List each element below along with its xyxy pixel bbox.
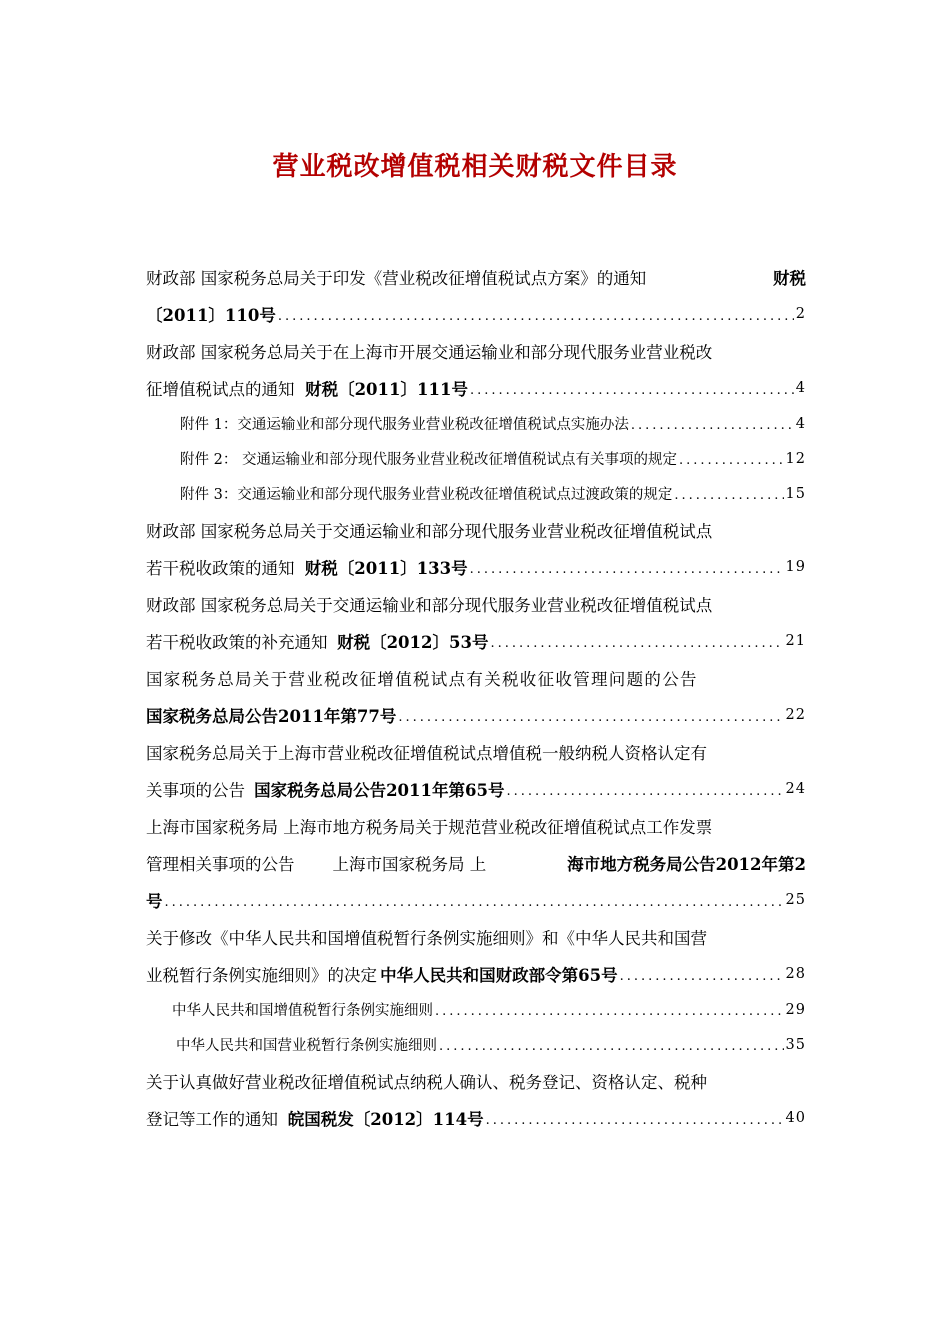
toc-leader: [490, 637, 783, 659]
toc-page-number: 40: [785, 1109, 806, 1126]
toc-leader: [165, 896, 784, 918]
toc-entry-link[interactable]: [146, 696, 806, 733]
toc-leader: [439, 1040, 784, 1062]
toc-entry-title: 上海市国家税务局 上: [332, 854, 487, 874]
toc-leader: [470, 384, 794, 406]
toc-page-number: 28: [785, 965, 806, 982]
toc-leader: [679, 454, 784, 476]
toc-entry-title: 业税暂行条例实施细则》的决定: [146, 965, 377, 985]
toc-doc-number: 中华人民共和国财政部令第65号: [380, 965, 618, 985]
toc-line: [146, 332, 806, 369]
toc-entry-title: 登记等工作的通知: [146, 1109, 278, 1129]
toc-entry-link[interactable]: [146, 441, 806, 476]
toc-entry-link[interactable]: [146, 622, 806, 659]
toc-entry-link[interactable]: [146, 295, 806, 332]
toc-line: [146, 807, 806, 844]
toc-entry-title: 财政部 国家税务总局关于在上海市开展交通运输业和部分现代服务业营业税改: [146, 342, 713, 362]
toc-page-number: 21: [785, 632, 806, 649]
toc-line: [146, 585, 806, 622]
toc-page-number: 4: [795, 415, 806, 432]
toc-entry-title: 关事项的公告: [146, 780, 245, 800]
toc-page-number: 19: [785, 558, 806, 575]
toc-line: [146, 659, 806, 696]
toc-line: [146, 918, 806, 955]
toc-page-number: 35: [785, 1036, 806, 1053]
toc-entry-link[interactable]: [146, 548, 806, 585]
toc-entry-link[interactable]: [146, 1099, 806, 1136]
toc-entry-title: 财政部 国家税务总局关于印发《营业税改征增值税试点方案》的通知: [146, 268, 647, 288]
toc-attachment-title: 中华人民共和国增值税暂行条例实施细则: [172, 1003, 433, 1019]
toc-doc-number: 财税〔2012〕53号: [337, 632, 489, 652]
toc-doc-number: 号: [146, 891, 163, 911]
toc-entry-title: 关于修改《中华人民共和国增值税暂行条例实施细则》和《中华人民共和国营: [146, 928, 707, 948]
toc-leader: [620, 970, 784, 992]
toc-entry-title: 管理相关事项的公告: [146, 854, 295, 874]
toc-page-number: 25: [785, 891, 806, 908]
toc-entry-link[interactable]: [146, 881, 806, 918]
toc-page-number: 12: [785, 450, 806, 467]
toc-line: [146, 733, 806, 770]
toc-entry-link[interactable]: [146, 770, 806, 807]
toc-line: [146, 258, 806, 295]
toc-doc-number: 财税〔2011〕133号: [304, 558, 468, 578]
toc-leader: [486, 1114, 784, 1136]
toc-entry-title: 关于认真做好营业税改征增值税试点纳税人确认、税务登记、资格认定、税种: [146, 1072, 707, 1092]
toc-leader: [398, 711, 783, 733]
toc-entry-title: 国家税务总局关于上海市营业税改征增值税试点增值税一般纳税人资格认定有: [146, 743, 707, 763]
toc-doc-number: 皖国税发〔2012〕114号: [287, 1109, 484, 1129]
toc-entry-title: 财政部 国家税务总局关于交通运输业和部分现代服务业营业税改征增值税试点: [146, 521, 713, 541]
toc-entry-title: 国家税务总局关于营业税改征增值税试点有关税收征收管理问题的公告: [146, 669, 698, 689]
toc-doc-number: 财税〔2011〕111号: [305, 379, 468, 399]
toc-page-number: 2: [795, 305, 806, 322]
toc-leader: [506, 785, 783, 807]
toc-attachment-title: 附件 3：交通运输业和部分现代服务业营业税改征增值税试点过渡政策的规定: [180, 487, 673, 503]
toc-attachment-title: 中华人民共和国营业税暂行条例实施细则: [176, 1038, 437, 1054]
toc-entry-link[interactable]: [146, 1027, 806, 1062]
toc-entry-title: 征增值税试点的通知: [146, 379, 295, 399]
toc-entry-title: 财政部 国家税务总局关于交通运输业和部分现代服务业营业税改征增值税试点: [146, 595, 713, 615]
toc-page-number: 15: [785, 485, 806, 502]
toc-leader: [435, 1005, 784, 1027]
toc-leader: [470, 563, 784, 585]
toc-doc-number: 国家税务总局公告2011年第77号: [146, 706, 397, 726]
toc-doc-number: 〔2011〕110号: [146, 305, 276, 325]
toc-entry-link[interactable]: [146, 406, 806, 441]
toc-page-number: 4: [795, 379, 806, 396]
toc-line: [146, 1062, 806, 1099]
toc-entry-link[interactable]: [146, 955, 806, 992]
document-title: 营业税改增值税相关财税文件目录: [272, 152, 678, 182]
toc-entry-link[interactable]: [146, 476, 806, 511]
toc-line: [146, 844, 806, 881]
toc-entry-title: 若干税收政策的通知: [146, 558, 295, 578]
toc-entry-link[interactable]: [146, 992, 806, 1027]
toc-page-number: 22: [785, 706, 806, 723]
table-of-contents: [146, 258, 806, 1136]
toc-entry-link[interactable]: [146, 369, 806, 406]
toc-entry-title: 上海市国家税务局 上海市地方税务局关于规范营业税改征增值税试点工作发票: [146, 817, 713, 837]
toc-page-number: 24: [785, 780, 806, 797]
toc-doc-number: 海市地方税务局公告2012年第2: [567, 854, 806, 874]
toc-doc-number: 财税: [773, 268, 806, 288]
toc-leader: [631, 419, 794, 441]
toc-attachment-title: 附件 1：交通运输业和部分现代服务业营业税改征增值税试点实施办法: [180, 417, 629, 433]
toc-leader: [674, 489, 783, 511]
toc-doc-number: 国家税务总局公告2011年第65号: [254, 780, 505, 800]
toc-page-number: 29: [785, 1001, 806, 1018]
toc-attachment-title: 附件 2： 交通运输业和部分现代服务业营业税改征增值税试点有关事项的规定: [180, 452, 677, 468]
toc-leader: [278, 310, 794, 332]
toc-line: [146, 511, 806, 548]
toc-entry-title: 若干税收政策的补充通知: [146, 632, 328, 652]
